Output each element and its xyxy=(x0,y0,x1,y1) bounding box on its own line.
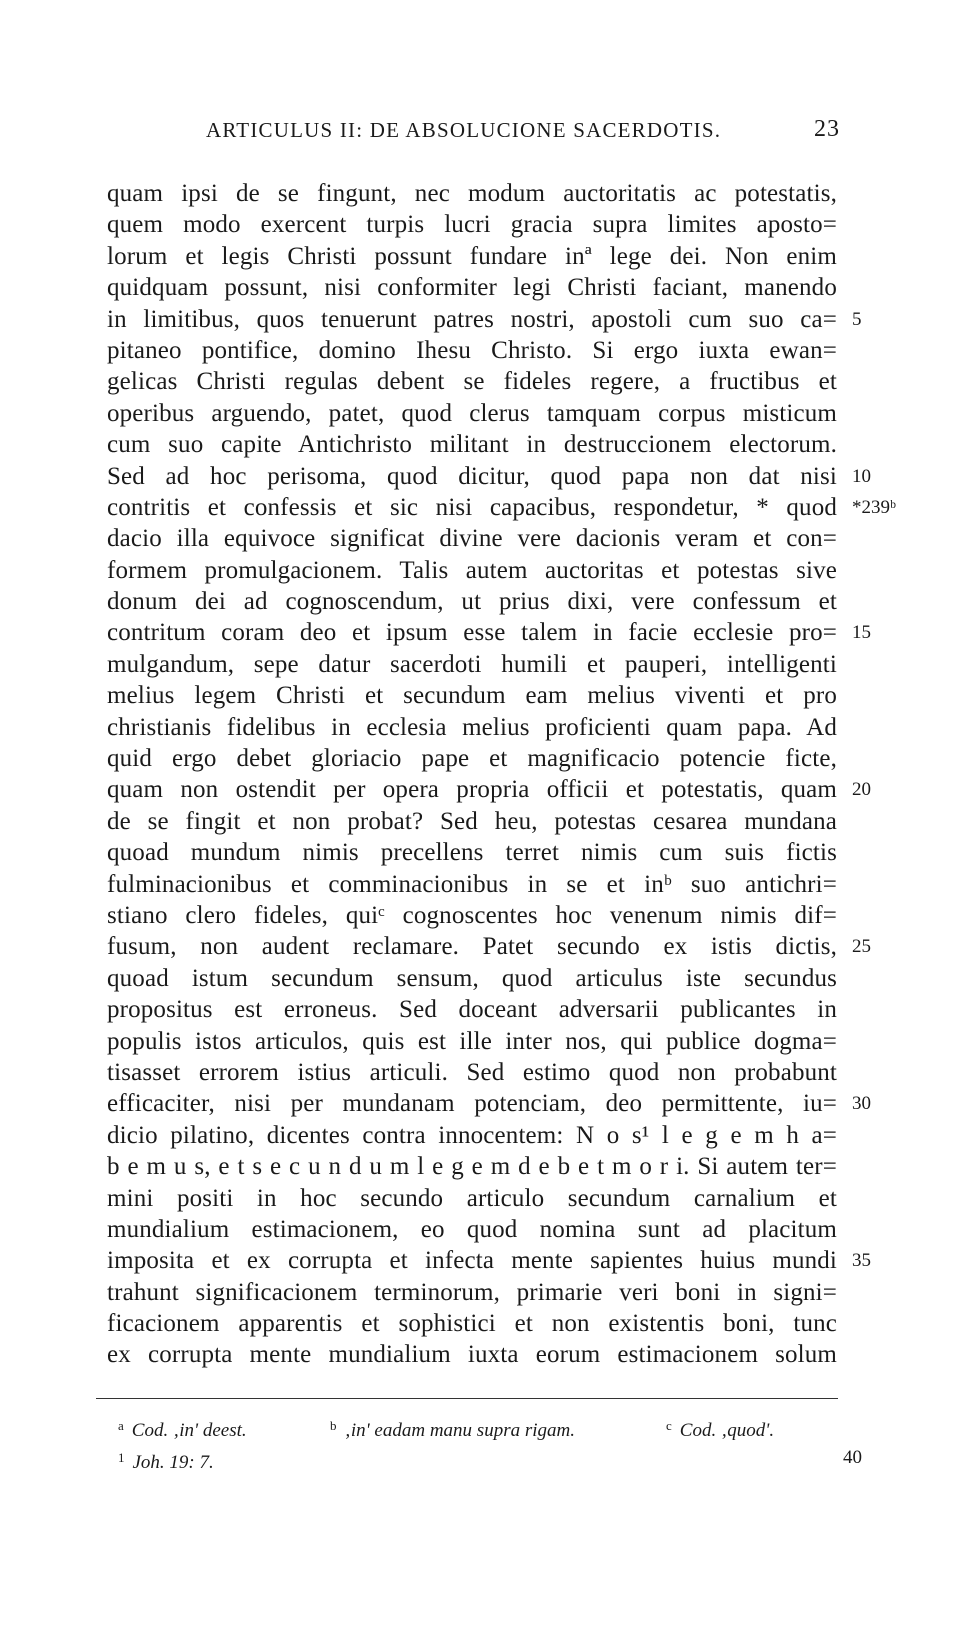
text-line-content: gelicas Christi regulas debent se fideles regere, a fructibus et xyxy=(107,368,837,396)
text-line xyxy=(107,523,837,554)
text-line xyxy=(107,1214,837,1245)
line-number: 30 xyxy=(852,1093,871,1115)
line-number: 15 xyxy=(852,622,871,644)
text-line-content: mini positi in hoc secundo articulo secundum carnalium et xyxy=(107,1184,837,1212)
text-line xyxy=(107,900,837,931)
text-line xyxy=(107,335,837,366)
text-line-content: quidquam possunt, nisi conformiter legi Christi faciant, manendo xyxy=(107,274,837,302)
text-line xyxy=(107,649,837,680)
text-line-content: fusum, non audent reclamare. Patet secundo ex istis dictis, xyxy=(107,933,837,961)
text-line xyxy=(107,806,837,837)
main-text-block xyxy=(107,178,896,1371)
text-line-content: quid ergo debet gloriacio pape et magnificacio potencie ficte, xyxy=(107,745,837,773)
text-line xyxy=(107,617,871,648)
text-line-content: lorum et legis Christi possunt fundare inª lege dei. Non enim xyxy=(107,242,837,270)
text-line-content: trahunt significacionem terminorum, primarie veri boni in signi= xyxy=(107,1278,837,1306)
text-line xyxy=(107,241,837,272)
text-line-content: fulminacionibus et comminacionibus in se et inᵇ suo antichri= xyxy=(107,870,837,898)
text-line-content: quoad istum secundum sensum, quod articulus iste secundus xyxy=(107,964,837,992)
text-line xyxy=(107,586,837,617)
text-line xyxy=(107,178,837,209)
text-line-content: melius legem Christi et secundum eam melius viventi et pro xyxy=(107,682,837,710)
text-line xyxy=(107,680,837,711)
footnote-1-mark: 1 xyxy=(118,1450,125,1465)
line-number: 5 xyxy=(852,308,862,330)
text-line-content: cum suo capite Antichristo militant in destruccionem electorum. xyxy=(107,431,837,459)
text-line-content: dacio illa equivoce significat divine vere dacionis veram et con= xyxy=(107,525,837,553)
text-line xyxy=(107,492,896,523)
text-line xyxy=(107,869,837,900)
text-line xyxy=(107,304,862,335)
text-line-content: formem promulgacionem. Talis autem auctoritas et potestas sive xyxy=(107,556,837,584)
text-line-content: christianis fidelibus in ecclesia melius proficienti quam papa. Ad xyxy=(107,713,837,741)
footnote-1 xyxy=(118,1442,214,1479)
text-line-content: ficacionem apparentis et sophistici et non existentis boni, tunc xyxy=(107,1310,837,1338)
footnote-row-2 xyxy=(118,1442,862,1474)
footnote-rule xyxy=(96,1398,838,1399)
text-line-content: donum dei ad cognoscendum, ut prius dixi, vere confessum et xyxy=(107,588,837,616)
text-line-content: efficaciter, nisi per mundanam potenciam, deo permittente, iu= xyxy=(107,1090,837,1118)
line-number: 25 xyxy=(852,936,871,958)
text-line xyxy=(107,398,837,429)
text-line-content: mulgandum, sepe datur sacerdoti humili et pauperi, intelligenti xyxy=(107,650,837,678)
text-line-content: populis istos articulos, quis est ille inter nos, qui publice dogma= xyxy=(107,1027,837,1055)
text-line-content: propositus est erroneus. Sed doceant adversarii publicantes in xyxy=(107,996,837,1024)
footnotes xyxy=(118,1410,862,1474)
text-line xyxy=(107,429,837,460)
running-header xyxy=(180,118,840,148)
page-number: 23 xyxy=(814,116,840,142)
line-number: 35 xyxy=(852,1250,871,1272)
text-line-content: contritum coram deo et ipsum esse talem in facie ecclesie pro= xyxy=(107,619,837,647)
text-line xyxy=(107,712,837,743)
text-line-content: in limitibus, quos tenuerunt patres nostri, apostoli cum suo ca= xyxy=(107,305,837,333)
text-line xyxy=(107,1120,837,1151)
text-line xyxy=(107,743,837,774)
text-line xyxy=(107,1026,837,1057)
text-line xyxy=(107,1151,837,1182)
text-line-content: ex corrupta mente mundialium iuxta eorum estimacionem solum xyxy=(107,1341,837,1369)
text-line xyxy=(107,272,837,303)
text-line xyxy=(107,931,871,962)
line-number: *239ᵇ xyxy=(852,496,896,518)
text-line xyxy=(107,1277,837,1308)
text-line-content: dicio pilatino, dicentes contra innocentem: N o s¹ l e g e m h a= xyxy=(107,1121,837,1149)
running-title: ARTICULUS II: DE ABSOLUCIONE SACERDOTIS. xyxy=(206,118,722,142)
text-line xyxy=(107,994,837,1025)
text-line-content: b e m u s, e t s e c u n d u m l e g e m d e b e t m o r i. Si autem ter= xyxy=(107,1153,837,1181)
footnote-b-mark: b xyxy=(330,1418,337,1433)
footnote-row-1 xyxy=(118,1410,838,1442)
text-line-content: quam non ostendit per opera propria officii et potestatis, quam xyxy=(107,776,837,804)
text-line xyxy=(107,555,837,586)
text-line xyxy=(107,209,837,240)
text-line xyxy=(107,366,837,397)
footnote-line-number: 40 xyxy=(843,1447,862,1468)
text-line-content: mundialium estimacionem, eo quod nomina sunt ad placitum xyxy=(107,1215,837,1243)
footnote-c-mark: c xyxy=(666,1418,672,1433)
text-line xyxy=(107,963,837,994)
footnote-b-text: ‚in' eadam manu supra rigam. xyxy=(344,1420,575,1441)
line-number: 20 xyxy=(852,779,871,801)
text-line xyxy=(107,1339,837,1370)
text-line-content: quoad mundum nimis precellens terret nimis cum suis fictis xyxy=(107,839,837,867)
text-line-content: quam ipsi de se fingunt, nec modum auctoritatis ac potestatis, xyxy=(107,180,837,207)
line-number: 10 xyxy=(852,465,871,487)
text-line-content: quem modo exercent turpis lucri gracia supra limites aposto= xyxy=(107,211,837,239)
footnote-1-text: Joh. 19: 7. xyxy=(132,1452,214,1473)
text-line xyxy=(107,837,837,868)
text-line xyxy=(107,1088,871,1119)
text-line-content: stiano clero fideles, quiᶜ cognoscentes hoc venenum nimis dif= xyxy=(107,901,837,929)
text-line xyxy=(107,461,871,492)
text-line-content: contritis et confessis et sic nisi capacibus, respondetur, * quod xyxy=(107,493,837,521)
footnote-c-text: Cod. ‚quod'. xyxy=(679,1420,775,1441)
text-line-content: operibus arguendo, patet, quod clerus tamquam corpus misticum xyxy=(107,399,837,427)
text-line-content: Sed ad hoc perisoma, quod dicitur, quod papa non dat nisi xyxy=(107,462,837,490)
footnote-a-mark: a xyxy=(118,1418,124,1433)
text-line-content: pitaneo pontifice, domino Ihesu Christo. Si ergo iuxta ewan= xyxy=(107,336,837,364)
text-line xyxy=(107,774,871,805)
text-line-content: de se fingit et non probat? Sed heu, potestas cesarea mundana xyxy=(107,807,837,835)
text-line xyxy=(107,1245,871,1276)
text-line xyxy=(107,1183,837,1214)
text-line xyxy=(107,1308,837,1339)
text-line xyxy=(107,1057,837,1088)
text-line-content: imposita et ex corrupta et infecta mente sapientes huius mundi xyxy=(107,1247,837,1275)
text-line-content: tisasset errorem istius articuli. Sed estimo quod non probabunt xyxy=(107,1058,837,1086)
footnote-a-text: Cod. ‚in' deest. xyxy=(131,1420,247,1441)
